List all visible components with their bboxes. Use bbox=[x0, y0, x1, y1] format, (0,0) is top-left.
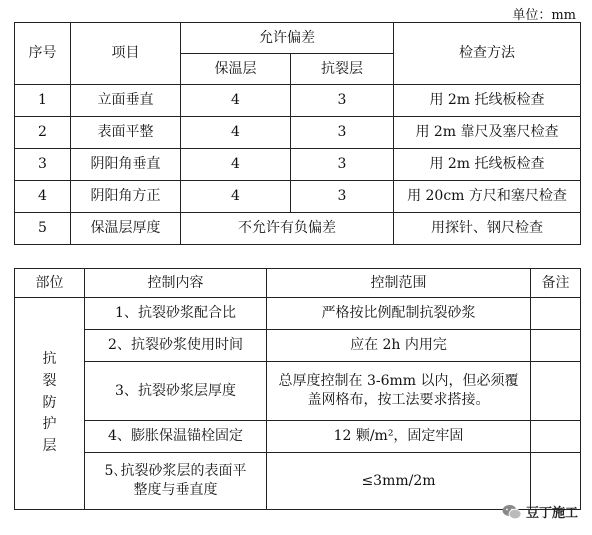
cell-remark bbox=[531, 453, 581, 510]
cell-content: 1、抗裂砂浆配合比 bbox=[85, 298, 267, 330]
cell-remark bbox=[531, 330, 581, 362]
control-table bbox=[14, 268, 581, 510]
cell-content: 3、抗裂砂浆层厚度 bbox=[85, 362, 267, 421]
wechat-icon bbox=[502, 504, 522, 520]
cell-content bbox=[85, 453, 267, 510]
cell-remark bbox=[531, 362, 581, 421]
header-method: 检查方法 bbox=[394, 23, 581, 85]
table-row bbox=[15, 117, 581, 149]
cell-range bbox=[267, 362, 531, 421]
cell-crack: 3 bbox=[291, 85, 394, 117]
watermark bbox=[502, 502, 578, 521]
cell-method: 用 20cm 方尺和塞尺检查 bbox=[394, 181, 581, 213]
range-line: 盖网格布，按工法要求搭接。 bbox=[307, 392, 490, 408]
table-row bbox=[15, 298, 581, 330]
header-part: 部位 bbox=[15, 269, 85, 298]
table-row bbox=[15, 453, 581, 510]
cell-no: 3 bbox=[15, 149, 71, 181]
cell-insulation: 4 bbox=[181, 149, 291, 181]
table-row bbox=[15, 421, 581, 453]
tolerance-table bbox=[14, 22, 581, 245]
table-header-row bbox=[15, 23, 581, 54]
cell-no: 4 bbox=[15, 181, 71, 213]
cell-method: 用探针、钢尺检查 bbox=[394, 213, 581, 245]
cell-crack: 3 bbox=[291, 149, 394, 181]
cell-tolerance-merged: 不允许有负偏差 bbox=[181, 213, 394, 245]
cell-crack: 3 bbox=[291, 117, 394, 149]
part-char: 层 bbox=[42, 438, 57, 455]
cell-insulation: 4 bbox=[181, 181, 291, 213]
table-header-row bbox=[15, 269, 581, 298]
content-line: 5､抗裂砂浆层的表面平 bbox=[104, 463, 247, 480]
range-line: 总厚度控制在 3-6mm 以内，但必须覆 bbox=[278, 373, 519, 390]
cell-insulation: 4 bbox=[181, 85, 291, 117]
table-row bbox=[15, 330, 581, 362]
unit-label: 单位：mm bbox=[512, 8, 576, 23]
cell-item: 表面平整 bbox=[71, 117, 181, 149]
cell-crack: 3 bbox=[291, 181, 394, 213]
header-range: 控制范围 bbox=[267, 269, 531, 298]
header-item: 项目 bbox=[71, 23, 181, 85]
table-row bbox=[15, 181, 581, 213]
cell-item: 保温层厚度 bbox=[71, 213, 181, 245]
cell-range: 严格按比例配制抗裂砂浆 bbox=[267, 298, 531, 330]
cell-item: 阴阳角垂直 bbox=[71, 149, 181, 181]
cell-item: 阴阳角方正 bbox=[71, 181, 181, 213]
header-content: 控制内容 bbox=[85, 269, 267, 298]
cell-part bbox=[15, 298, 85, 510]
cell-no: 2 bbox=[15, 117, 71, 149]
watermark-text: 豆丁施工 bbox=[525, 506, 578, 521]
table-row bbox=[15, 85, 581, 117]
part-char: 裂 bbox=[42, 372, 57, 389]
table-row bbox=[15, 149, 581, 181]
header-insulation: 保温层 bbox=[181, 54, 291, 85]
cell-insulation: 4 bbox=[181, 117, 291, 149]
cell-content: 4、膨胀保温锚栓固定 bbox=[85, 421, 267, 453]
header-no: 序号 bbox=[15, 23, 71, 85]
cell-method: 用 2m 靠尺及塞尺检查 bbox=[394, 117, 581, 149]
cell-content: 2、抗裂砂浆使用时间 bbox=[85, 330, 267, 362]
header-tolerance: 允许偏差 bbox=[181, 23, 394, 54]
content-line: 整度与垂直度 bbox=[133, 482, 218, 498]
cell-no: 5 bbox=[15, 213, 71, 245]
cell-range: 应在 2h 内用完 bbox=[267, 330, 531, 362]
table-row bbox=[15, 213, 581, 245]
cell-method: 用 2m 托线板检查 bbox=[394, 85, 581, 117]
part-char: 护 bbox=[42, 416, 57, 433]
cell-range: ≤3mm/2m bbox=[267, 453, 531, 510]
part-char: 抗 bbox=[42, 351, 57, 368]
cell-no: 1 bbox=[15, 85, 71, 117]
header-remark: 备注 bbox=[531, 269, 581, 298]
cell-item: 立面垂直 bbox=[71, 85, 181, 117]
cell-remark bbox=[531, 421, 581, 453]
cell-method: 用 2m 托线板检查 bbox=[394, 149, 581, 181]
header-crack: 抗裂层 bbox=[291, 54, 394, 85]
table-row bbox=[15, 362, 581, 421]
cell-remark bbox=[531, 298, 581, 330]
cell-range: 12 颗/m²，固定牢固 bbox=[267, 421, 531, 453]
part-char: 防 bbox=[42, 394, 57, 411]
